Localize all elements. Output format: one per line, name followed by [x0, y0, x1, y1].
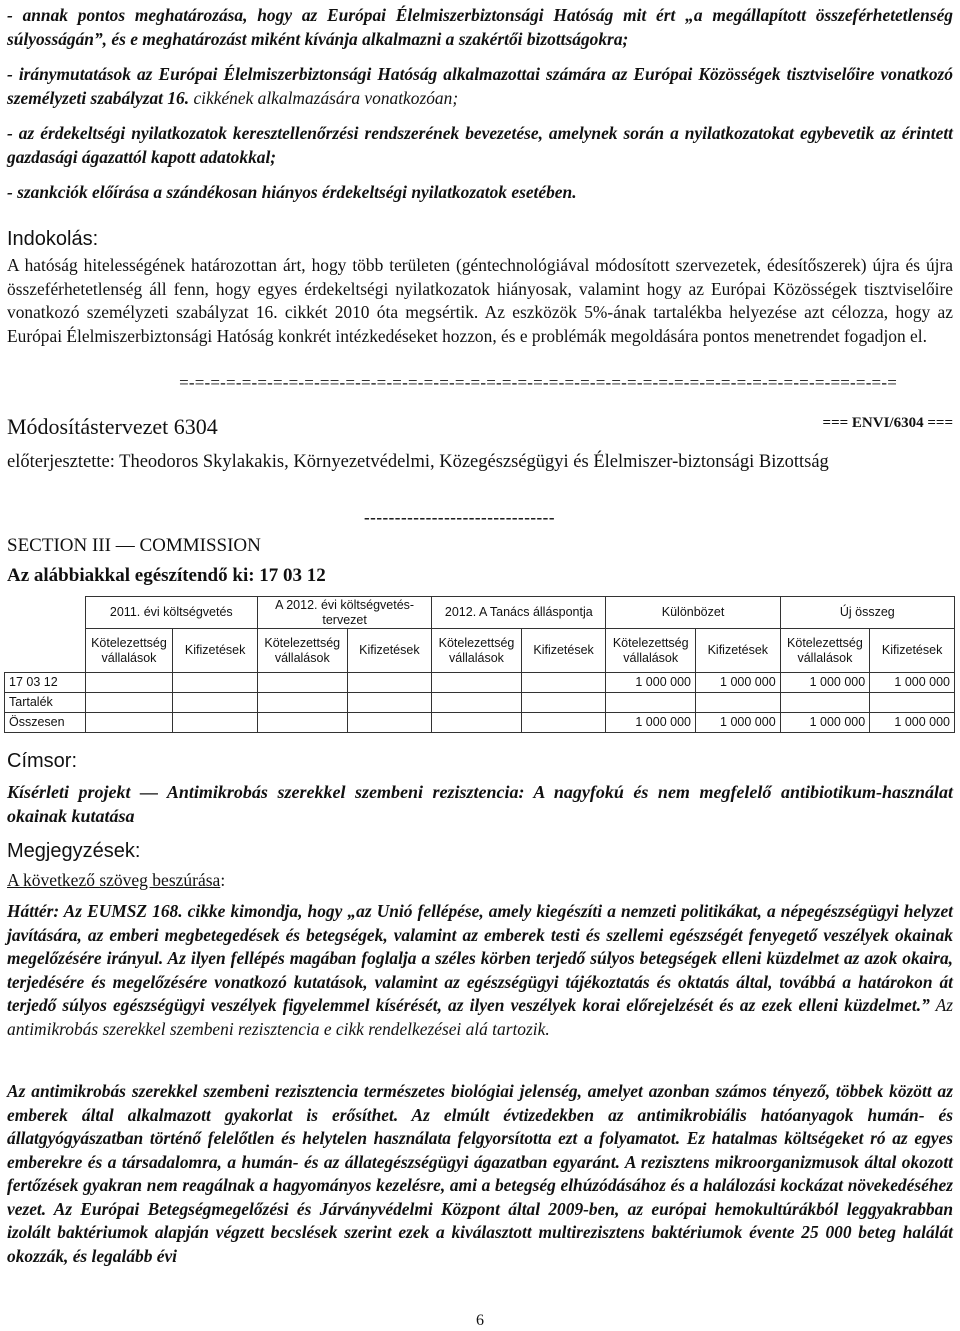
table-cell [521, 673, 606, 693]
table-cell [257, 713, 347, 733]
table-row [5, 693, 955, 713]
heading-text: Kísérleti projekt — Antimikrobás szerekkel szembeni rezisztencia: A nagyfokú és nem megfelelő antibiotikum-használat okainak kutatása [7, 782, 953, 826]
remarks-label: Megjegyzések: [7, 840, 141, 862]
table-cell [257, 673, 347, 693]
intro-item-2 [7, 63, 953, 110]
subheader-payments: Kifizetések [347, 629, 432, 673]
intro-item-2-italic: cikkének alkalmazására vonatkozóan; [189, 87, 459, 108]
table-cell [870, 693, 955, 713]
table-cell: 1 000 000 [606, 673, 696, 693]
intro-item-4: - szankciók előírása a szándékosan hiányos érdekeltségi nyilatkozatok esetében. [7, 182, 577, 202]
remarks-paragraph-1 [7, 900, 953, 1041]
intro-block [7, 4, 953, 205]
remarks-p1-italic: Az antimikrobás szerekkel szembeni rezisztencia e cikk rendelkezései alá tartozik. [7, 995, 953, 1039]
subheader-payments: Kifizetések [870, 629, 955, 673]
table-cell [347, 673, 432, 693]
table-cell: 1 000 000 [780, 713, 870, 733]
table-cell [780, 693, 870, 713]
row-label: 17 03 12 [5, 673, 86, 693]
column-group-header: A 2012. évi költségvetés-tervezet [257, 597, 431, 629]
table-cell [432, 713, 522, 733]
table-cell: 1 000 000 [695, 713, 780, 733]
table-cell [432, 673, 522, 693]
table-cell [173, 673, 258, 693]
subheader-commitments: Kötelezettség vállalások [432, 629, 522, 673]
justification-text: A hatóság hitelességének határozottan árt, hogy több területen (géntechnológiával módosított szervezetek, édesítőszerek) újra és újra összeférhetetlenség áll fenn, hogy egyes érdekeltségi nyilatkozatok hiányosak, valamint hogy az Európai Közösségek tisztviselőire vonatkozó személyzeti szabályzat 16. cikkét 2010 óta megsértik. Az eszközök 5%-ának tartalékba helyezése azt célozza, hogy az Európai Élelmiszerbiztonsági Hatóság konkrét intézkedéseket hozzon, és e problémák megoldására pontos menetrendet fogadjon el. [7, 255, 953, 346]
intro-item-3: - az érdekeltségi nyilatkozatok keresztellenőrzési rendszerének bevezetése, amelynek során a nyilatkozatokat egybevetik az érintett gazdasági ágazattól kapott adatokkal; [7, 123, 953, 167]
table-row [5, 673, 955, 693]
insert-colon: : [220, 870, 226, 890]
add-line: Az alábbiakkal egészítendő ki: 17 03 12 [7, 565, 326, 586]
remarks-p1-bold: Háttér: Az EUMSZ 168. [7, 901, 183, 921]
amendment-ref: === ENVI/6304 === [822, 415, 953, 431]
table-cell [347, 713, 432, 733]
subheader-commitments: Kötelezettség vállalások [606, 629, 696, 673]
table-cell [695, 693, 780, 713]
subheader-payments: Kifizetések [173, 629, 258, 673]
table-cell [85, 693, 173, 713]
subheader-payments: Kifizetések [695, 629, 780, 673]
table-corner [5, 629, 86, 673]
budget-table [4, 596, 955, 733]
table-cell [432, 693, 522, 713]
table-cell: 1 000 000 [695, 673, 780, 693]
justification-heading: Indokolás: [7, 228, 99, 250]
row-label: Összesen [5, 713, 86, 733]
table-row [5, 713, 955, 733]
table-cell [85, 713, 173, 733]
column-group-header: 2011. évi költségvetés [85, 597, 257, 629]
table-cell [173, 693, 258, 713]
insert-link: A következő szöveg beszúrása [7, 870, 221, 890]
column-group-header: 2012. A Tanács álláspontja [432, 597, 606, 629]
subheader-payments: Kifizetések [521, 629, 606, 673]
table-header-row [5, 597, 955, 629]
heading-label: Címsor: [7, 750, 77, 772]
table-cell [173, 713, 258, 733]
subheader-commitments: Kötelezettség vállalások [257, 629, 347, 673]
subheader-commitments: Kötelezettség vállalások [85, 629, 173, 673]
table-subheader-row [5, 629, 955, 673]
table-cell [257, 693, 347, 713]
amendment-title: Módosítástervezet 6304 [7, 414, 218, 439]
subheader-commitments: Kötelezettség vállalások [780, 629, 870, 673]
table-cell [521, 693, 606, 713]
table-cell [347, 693, 432, 713]
remarks-paragraph-2: Az antimikrobás szerekkel szembeni rezisztencia természetes biológiai jelenség, amelyet azonban számos tényező, többek között az emberek által alkalmazott gyakorlat is erősíthet. Az elmúlt évtizedekben az antimikrobiális hatóanyagok humán- és állatgyógyászatban történő felelőtlen és helytelen használata felgyorsította ezt a folyamatot. Ez hatalmas költségeket ró az egyes emberekre és a társadalomra, a humán- és az állategészségügyi ágazatban egyaránt. A rezisztens mikroorganizmusok által okozott fertőzések gyakran nem reagálnak a hagyományos kezelésre, ami a betegség elhúzódásához és a halálozási kockázat növekedéséhez vezet. Az Európai Betegségmegelőzési és Járványvédelmi Központ által 2009-ben, az európai hemokultúrákból leggyakrabban izolált baktériumok alapján végzett becslések szerint ezek a kiválasztott multirezisztens baktériumok évente 25 000 beteg halálát okozzák, és legalább évi [7, 1081, 953, 1266]
row-label: Tartalék [5, 693, 86, 713]
intro-item-1: - annak pontos meghatározása, hogy az Európai Élelmiszerbiztonsági Hatóság mit ért „a megállapított összeférhetetlenség súlyosságán”, és e meghatározást miként kívánja alkalmazni a szakértői bizottságokra; [7, 5, 953, 49]
table-corner [5, 597, 86, 629]
separator: =-=-=-=-=-=-=-=-=-==-=-=-=-=-=-=-=-=-=-=-=-=-=-=-=-=-=-=-=-=-=-=-=-=-=-=-=-=-=-=-=-==-=-=-= [179, 374, 897, 392]
page-number: 6 [476, 1312, 484, 1329]
table-cell: 1 000 000 [780, 673, 870, 693]
table-cell [521, 713, 606, 733]
table-cell: 1 000 000 [606, 713, 696, 733]
table-cell: 1 000 000 [870, 713, 955, 733]
dash-line: ------------------------------- [364, 508, 555, 527]
table-cell [606, 693, 696, 713]
table-cell: 1 000 000 [870, 673, 955, 693]
table-cell [85, 673, 173, 693]
column-group-header: Új összeg [780, 597, 954, 629]
section-heading: SECTION III — COMMISSION [7, 535, 261, 556]
remarks-p1-quote: cikke kimondja, hogy „az Unió fellépése, amely kiegészíti a nemzeti politikákat, a népegészségügyi helyzet javítására, az emberi megbetegedések és betegségek, valamint az emberek testi és szellemi egészségét fenyegető veszélyek okainak megelőzésére irányul. Az ilyen fellépés magában foglalja a széles körben terjedő súlyos betegségek elleni küzdelmet az azok okaira, terjedésére és megelőzésére vonatkozó kutatások, valamint az egészségügyi tájékoztatás és oktatás által, továbbá a határokon át terjedő súlyos egészségügyi veszélyek figyelemmel kísérését, az ilyen veszélyek korai előrejelzését és az ezek elleni küzdelmet.” [7, 901, 953, 1015]
column-group-header: Különbözet [606, 597, 780, 629]
insert-instruction [7, 869, 225, 891]
intro-item-2-bold: - iránymutatások az Európai Élelmiszerbiztonsági Hatóság alkalmazottai számára az Európai Közösségek tisztviselőire vonatkozó személyzeti szabályzat 16. [7, 64, 953, 108]
tabled-by: előterjesztette: Theodoros Skylakakis, Környezetvédelmi, Közegészségügyi és Élelmiszer-biztonsági Bizottság [7, 452, 829, 472]
